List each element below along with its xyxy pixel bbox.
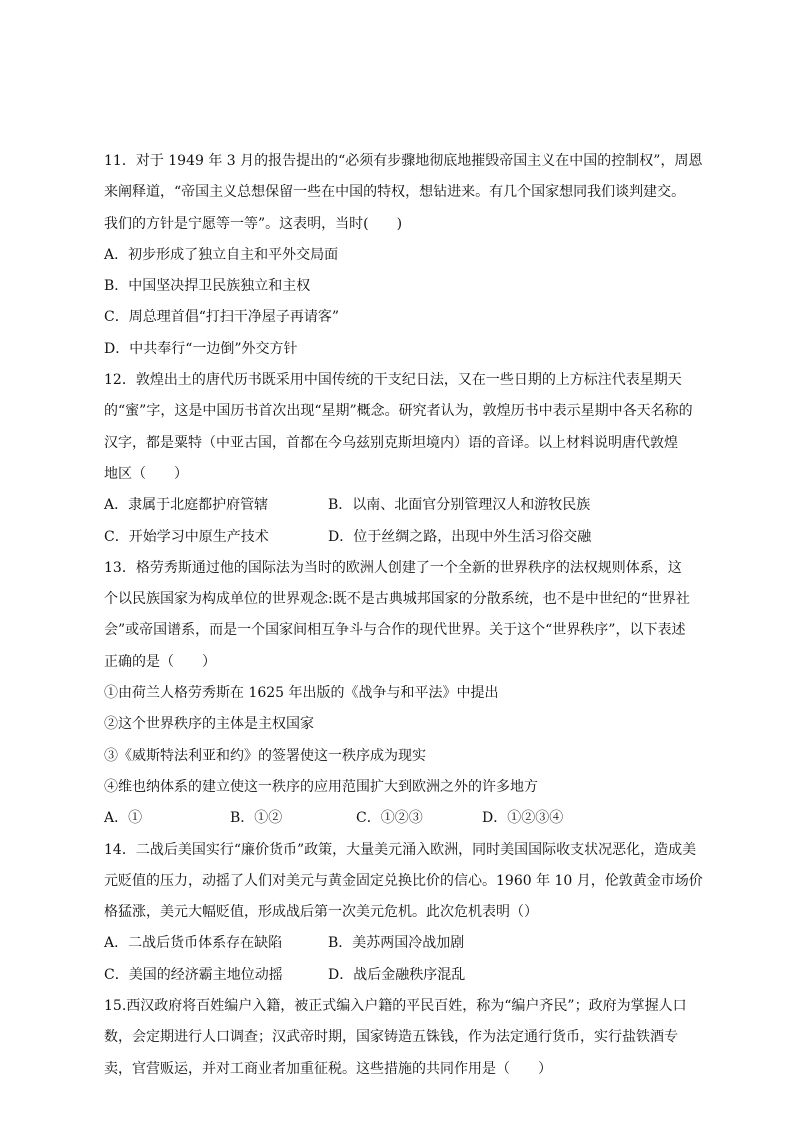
- question-13-option-d: D．①②③④: [482, 810, 564, 827]
- question-12-option-b: B．以南、北面官分别管理汉人和游牧民族: [328, 497, 591, 514]
- question-14-option-b: B．美苏两国冷战加剧: [328, 935, 465, 952]
- question-13-option-b: B．①②: [230, 810, 283, 827]
- stem-line: 数，会定期进行人口调查；汉武帝时期，国家铸造五铢钱，作为法定通行货币，实行盐铁酒专: [104, 1029, 678, 1046]
- stem-line: 卖，官营贩运，并对工商业者加重征税。这些措施的共同作用是（ ）: [104, 1060, 552, 1077]
- question-12-stem: [104, 365, 704, 490]
- question-12-options-row-2: [104, 522, 704, 553]
- stem-line: 个以民族国家为构成单位的世界观念:既不是古典城邦国家的分散系统，也不是中世纪的“世界社: [104, 591, 690, 608]
- question-12-option-c: C．开始学习中原生产技术: [104, 528, 269, 545]
- stem-line: 12．敦煌出土的唐代历书既采用中国传统的干支纪日法，又在一些日期的上方标注代表星期天: [104, 372, 682, 389]
- question-13-item-1: ①由荷兰人格劳秀斯在 1625 年出版的《战争与和平法》中提出: [104, 685, 499, 702]
- question-13-item-2: ②这个世界秩序的主体是主权国家: [104, 716, 314, 733]
- stem-line: 地区（ ）: [104, 465, 188, 482]
- question-14-option-d: D．战后金融秩序混乱: [328, 966, 466, 983]
- stem-line: 汉字，都是粟特（中亚古国，首都在今乌兹别克斯坦境内）语的音译。以上材料说明唐代敦煌: [104, 434, 678, 451]
- question-14-options-row-1: [104, 928, 704, 959]
- question-13-options-row: [104, 803, 704, 834]
- stem-line: 来阐释道，“帝国主义总想保留一些在中国的特权，想钻进来。有几个国家想同我们谈判建交。: [104, 184, 686, 201]
- question-11-option-d: D．中共奉行“一边倒”外交方针: [104, 340, 298, 357]
- stem-line: 15.西汉政府将百姓编户入籍，被正式编入户籍的平民百姓，称为“编户齐民”；政府为掌握人口: [104, 998, 687, 1015]
- question-11-option-c: C．周总理首倡“打扫干净屋子再请客”: [104, 309, 340, 326]
- stem-line: 元贬值的压力，动摇了人们对美元与黄金固定兑换比价的信心。1960 年 10 月，伦敦黄金市场价: [104, 872, 703, 889]
- stem-line: 会”或帝国谱系，而是一个国家间相互争斗与合作的现代世界。关于这个“世界秩序”，以下表述: [104, 622, 686, 639]
- stem-line: 11．对于 1949 年 3 月的报告提出的“必须有步骤地彻底地摧毁帝国主义在中国的控制权”，周恩: [104, 153, 703, 169]
- stem-line: 的“蜜”字，这是中国历书首次出现“星期”概念。研究者认为，敦煌历书中表示星期中各天名称的: [104, 403, 693, 420]
- question-15-stem: [104, 991, 704, 1085]
- question-11-option-a: A．初步形成了独立自主和平外交局面: [104, 246, 339, 263]
- question-13-option-c: C．①②③: [356, 810, 423, 827]
- question-14-option-c: C．美国的经济霸主地位动摇: [104, 966, 283, 983]
- question-12-option-a: A．隶属于北庭都护府管辖: [104, 497, 269, 514]
- exam-page: [104, 146, 704, 1085]
- question-12-options-row-1: [104, 490, 704, 521]
- question-13-option-a: A．①: [104, 810, 143, 827]
- question-14-stem: [104, 835, 704, 929]
- question-13-item-3: ③《威斯特法利亚和约》的签署使这一秩序成为现实: [104, 747, 426, 764]
- stem-line: 我们的方针是宁愿等一等”。这表明，当时( ): [104, 215, 403, 232]
- question-13-stem: [104, 553, 704, 678]
- question-13-item-4: ④维也纳体系的建立使这一秩序的应用范围扩大到欧洲之外的许多地方: [104, 778, 538, 795]
- question-11-option-b: B．中国坚决捍卫民族独立和主权: [104, 278, 311, 295]
- question-14-option-a: A．二战后货币体系存在缺陷: [104, 935, 283, 952]
- stem-line: 13．格劳秀斯通过他的国际法为当时的欧洲人创建了一个全新的世界秩序的法权规则体系，这: [104, 559, 682, 576]
- question-12-option-d: D．位于丝绸之路，出现中外生活习俗交融: [328, 528, 592, 545]
- question-11-stem: [104, 146, 704, 240]
- question-14-options-row-2: [104, 960, 704, 991]
- stem-line: 正确的是（ ）: [104, 653, 216, 670]
- stem-line: 14．二战后美国实行“廉价货币”政策，大量美元涌入欧洲，同时美国国际收支状况恶化，造成美: [104, 841, 697, 858]
- stem-line: 格猛涨，美元大幅贬值，形成战后第一次美元危机。此次危机表明（）: [104, 904, 538, 921]
